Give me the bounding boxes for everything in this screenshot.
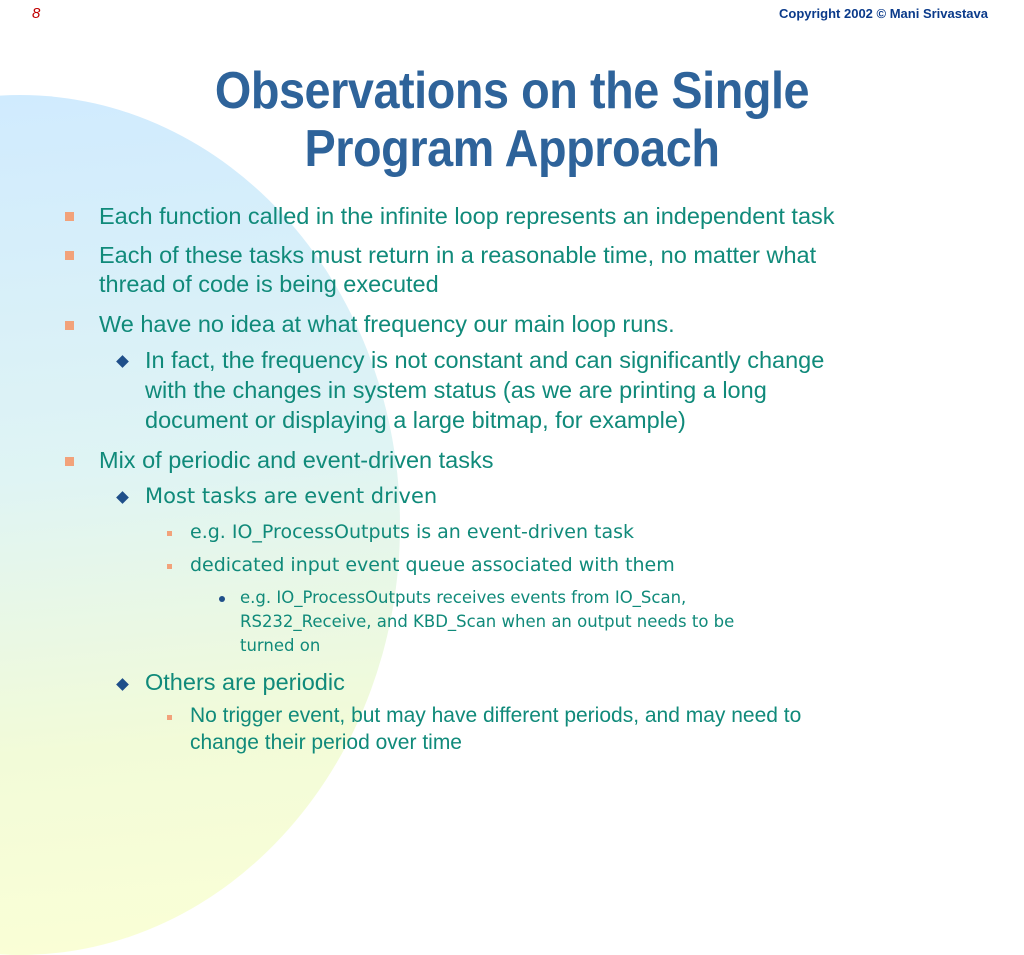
dot-bullet-icon (219, 596, 225, 602)
bullet-item: We have no idea at what frequency our main loop runs. (99, 311, 675, 337)
sub-sub-bullet-item: e.g. IO_ProcessOutputs is an event-driven task (190, 521, 635, 543)
small-square-bullet-icon (167, 531, 172, 536)
bullet-item: Each function called in the infinite loop represents an independent task (99, 203, 835, 229)
square-bullet-icon (65, 212, 74, 221)
level4-bullet-item-continuation: RS232_Receive, and KBD_Scan when an output needs to be (240, 612, 735, 631)
sub-bullet-item: In fact, the frequency is not constant and can significantly change (145, 347, 825, 373)
level4-bullet-item: e.g. IO_ProcessOutputs receives events from IO_Scan, (240, 588, 687, 607)
diamond-bullet-icon (116, 355, 129, 368)
sub-bullet-item-continuation: with the changes in system status (as we are printing a long (145, 377, 767, 403)
square-bullet-icon (65, 457, 74, 466)
small-square-bullet-icon (167, 564, 172, 569)
level4-bullet-item-continuation: turned on (240, 636, 321, 655)
bullet-item: Mix of periodic and event-driven tasks (99, 447, 494, 473)
square-bullet-icon (65, 321, 74, 330)
bullet-item-continuation: thread of code is being executed (99, 271, 439, 297)
sub-bullet-item-continuation: document or displaying a large bitmap, for example) (145, 407, 686, 433)
square-bullet-icon (65, 251, 74, 260)
small-square-bullet-icon (167, 715, 172, 720)
sub-bullet-item: Most tasks are event driven (145, 484, 438, 508)
sub-sub-bullet-item-continuation: change their period over time (190, 731, 462, 754)
sub-sub-bullet-item: dedicated input event queue associated with them (190, 554, 675, 576)
copyright-notice: Copyright 2002 © Mani Srivastava (779, 6, 988, 21)
slide-number: 8 (32, 5, 41, 22)
sub-bullet-item: Others are periodic (145, 669, 345, 695)
slide-title-line-1: Observations on the Single (214, 62, 810, 120)
diamond-bullet-icon (116, 491, 129, 504)
sub-sub-bullet-item: No trigger event, but may have different periods, and may need to (190, 704, 802, 727)
diamond-bullet-icon (116, 678, 129, 691)
bullet-item: Each of these tasks must return in a reasonable time, no matter what (99, 242, 817, 268)
slide-title-line-2: Program Approach (304, 120, 720, 178)
